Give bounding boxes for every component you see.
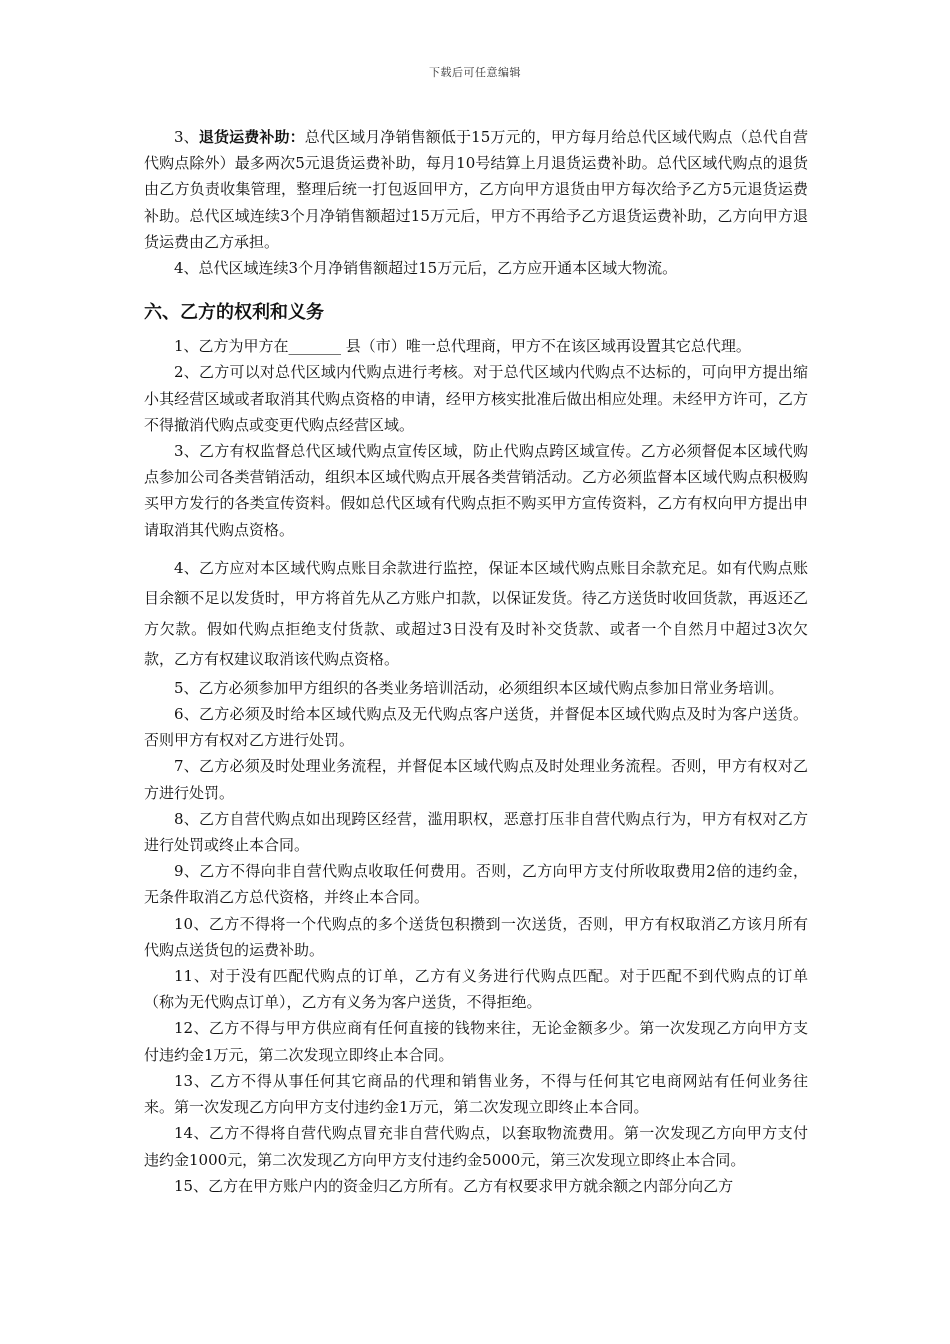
section6-item-2: 2、乙方可以对总代区域内代购点进行考核。对于总代区域内代购点不达标的，可向甲方提出缩小其经营区域或者取消其代购点资格的申请，经甲方核实批准后做出相应处理。未经甲方许可，乙方不得撤消代购点或变更代购点经营区域。 bbox=[144, 363, 808, 434]
section5-item3-title: 退货运费补助： bbox=[198, 128, 305, 146]
section6-item-14: 14、乙方不得将自营代购点冒充非自营代购点，以套取物流费用。第一次发现乙方向甲方支付违约金1000元，第二次发现乙方向甲方支付违约金5000元，第三次发现立即终止本合同。 bbox=[144, 1124, 808, 1169]
section6-item-8: 8、乙方自营代购点如出现跨区经营，滥用职权，恶意打压非自营代购点行为，甲方有权对乙方进行处罚或终止本合同。 bbox=[144, 809, 808, 855]
section6-title: 六、乙方的权利和义务 bbox=[144, 302, 324, 324]
section6-item-4: 4、乙方应对本区域代购点账目余款进行监控，保证本区域代购点账目余款充足。如有代购点账目余额不足以发货时，甲方将首先从乙方账户扣款，以保证发货。待乙方送货时收回货款，再返还乙方欠款。假如代购点拒绝支付货款、或超过3日没有及时补交货款、或者一个自然月中超过3次欠款，乙方有权建议取消该代购点资格。 bbox=[144, 558, 808, 669]
section6-item-6: 6、乙方必须及时给本区域代购点及无代购点客户送货，并督促本区域代购点及时为客户送货。否则甲方有权对乙方进行处罚。 bbox=[144, 705, 808, 750]
section5-item3-text: 总代区域月净销售额低于15万元的，甲方每月给总代区域代购点（总代自营代购点除外）最多两次5元退货运费补助，每月10号结算上月退货运费补助。总代区域代购点的退货由乙方负责收集管理，整理后统一打包返回甲方，乙方向甲方退货由甲方每次给予乙方5元退货运费补助。总代区域连续3个月净销售额超过15万元后，甲方不再给予乙方退货运费补助，乙方向甲方退货运费由乙方承担。 bbox=[144, 128, 808, 251]
section6-item-10: 10、乙方不得将一个代购点的多个送货包积攒到一次送货，否则，甲方有权取消乙方该月所有代购点送货包的运费补助。 bbox=[144, 914, 808, 959]
section6-item-13: 13、乙方不得从事任何其它商品的代理和销售业务，不得与任何其它电商网站有任何业务往来。第一次发现乙方向甲方支付违约金1万元，第二次发现立即终止本合同。 bbox=[144, 1071, 808, 1117]
section6-item-7: 7、乙方必须及时处理业务流程，并督促本区域代购点及时处理业务流程。否则，甲方有权对乙方进行处罚。 bbox=[144, 757, 808, 802]
section5-item3-number: 3、 bbox=[174, 128, 199, 146]
section6-item-11: 11、对于没有匹配代购点的订单，乙方有义务进行代购点匹配。对于匹配不到代购点的订单（称为无代购点订单），乙方有义务为客户送货，不得拒绝。 bbox=[144, 967, 808, 1012]
section5-item4: 4、总代区域连续3个月净销售额超过15万元后，乙方应开通本区域大物流。 bbox=[174, 259, 678, 278]
section6-item-3: 3、乙方有权监督总代区域代购点宣传区域，防止代购点跨区域宣传。乙方必须督促本区域代购点参加公司各类营销活动，组织本区域代购点开展各类营销活动。乙方必须监督本区域代购点积极购买甲方发行的各类宣传资料。假如总代区域有代购点拒不购买甲方宣传资料，乙方有权向甲方提出申请取消其代购点资格。 bbox=[144, 442, 808, 539]
section5-item3 bbox=[144, 124, 808, 255]
section6-item-1: 1、乙方为甲方在_______ 县（市）唯一总代理商，甲方不在该区域再设置其它总代理。 bbox=[174, 337, 751, 356]
document-body bbox=[144, 124, 808, 1199]
section6-item-5: 5、乙方必须参加甲方组织的各类业务培训活动，必须组织本区域代购点参加日常业务培训。 bbox=[174, 678, 784, 697]
section6-item-9: 9、乙方不得向非自营代购点收取任何费用。否则，乙方向甲方支付所收取费用2倍的违约金，无条件取消乙方总代资格，并终止本合同。 bbox=[144, 862, 808, 907]
section6-item-15: 15、乙方在甲方账户内的资金归乙方所有。乙方有权要求甲方就余额之内部分向乙方 bbox=[174, 1176, 734, 1195]
page-header: 下载后可任意编辑 bbox=[429, 66, 521, 79]
section6-item-12: 12、乙方不得与甲方供应商有任何直接的钱物来往，无论金额多少。第一次发现乙方向甲方支付违约金1万元，第二次发现立即终止本合同。 bbox=[144, 1019, 808, 1064]
